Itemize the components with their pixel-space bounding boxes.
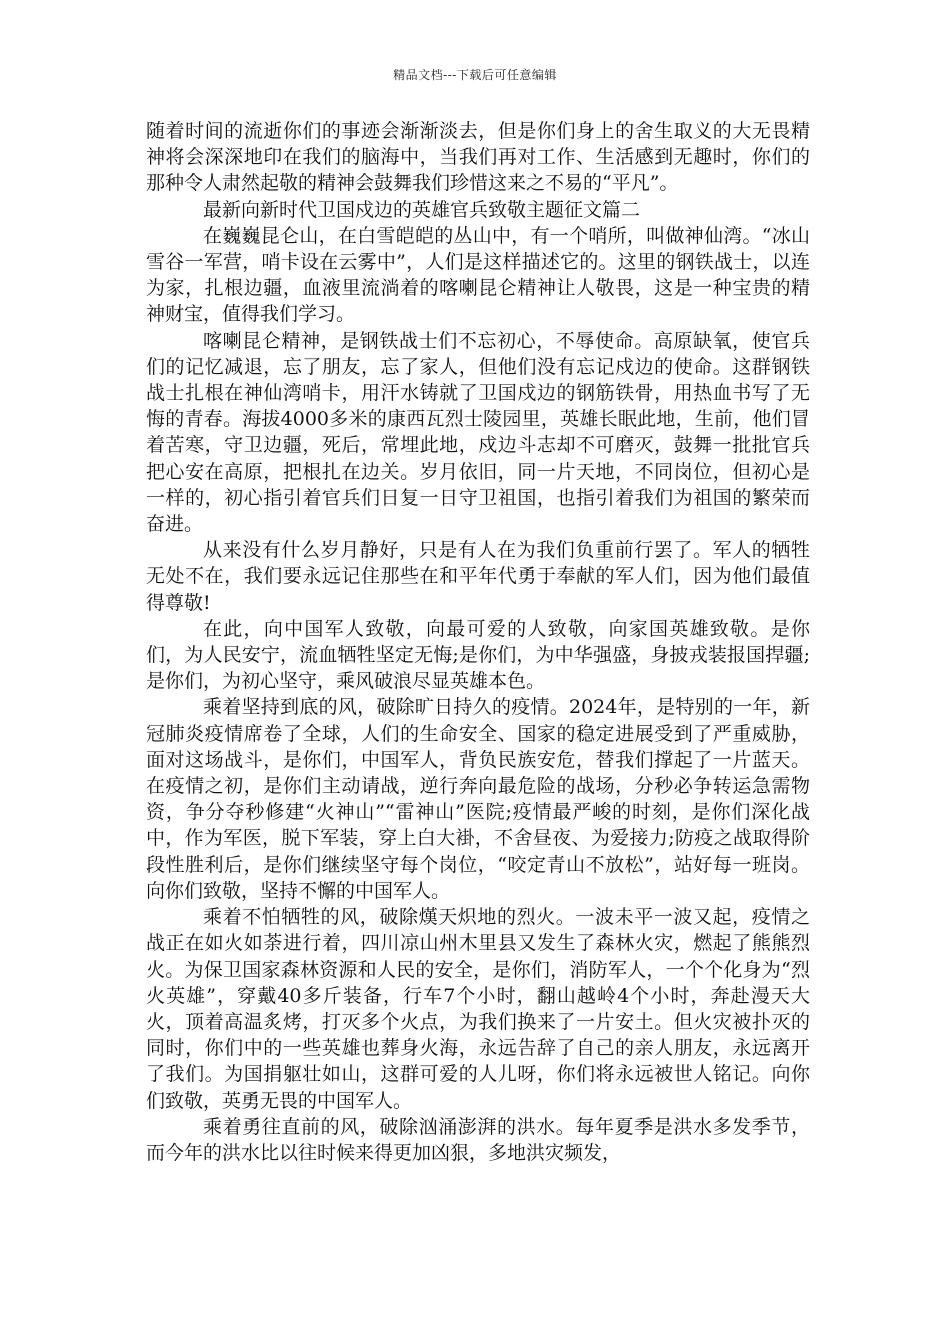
paragraph: 在此，向中国军人致敬，向最可爱的人致敬，向家国英雄致敬。是你们，为人民安宁，流血牺牲坚定无悔;是你们，为中华强盛，身披戎装报国捍疆;是你们，为初心坚守，乘风破浪尽显英雄本色。 [146, 617, 810, 693]
document-body [146, 118, 810, 1166]
paragraph: 乘着勇往直前的风，破除汹涌澎湃的洪水。每年夏季是洪水多发季节，而今年的洪水比以往时候来得更加凶狠，多地洪灾频发， [146, 1115, 810, 1164]
paragraph: 喀喇昆仑精神，是钢铁战士们不忘初心，不辱使命。高原缺氧，使官兵们的记忆减退，忘了朋友，忘了家人，但他们没有忘记戍边的使命。这群钢铁战士扎根在神仙湾哨卡，用汗水铸就了卫国戍边的钢筋铁骨，用热血书写了无悔的青春。海拔4000多米的康西瓦烈士陵园里，英雄长眠此地，生前，他们冒着苦寒，守卫边疆，死后，常埋此地，戍边斗志却不可磨灭，鼓舞一批批官兵把心安在高原，把根扎在边关。岁月依旧，同一片天地，不同岗位，但初心是一样的，初心指引着官兵们日复一日守卫祖国，也指引着我们为祖国的繁荣而奋进。 [146, 329, 810, 536]
paragraph: 从来没有什么岁月静好，只是有人在为我们负重前行罢了。军人的牺牲无处不在，我们要永远记住那些在和平年代勇于奉献的军人们，因为他们最值得尊敬! [146, 539, 810, 614]
paragraph: 在巍巍昆仑山，在白雪皑皑的丛山中，有一个哨所，叫做神仙湾。“冰山雪谷一军营，哨卡设在云雾中”，人们是这样描述它的。这里的钢铁战士，以连为家，扎根边疆，血液里流淌着的喀喇昆仑精神让人敬畏，这是一种宝贵的精神财宝，值得我们学习。 [146, 224, 810, 326]
paragraph: 乘着坚持到底的风，破除旷日持久的疫情。2024年，是特别的一年，新冠肺炎疫情席卷了全球，人们的生命安全、国家的稳定进展受到了严重威胁，面对这场战斗，是你们，中国军人，背负民族安危，替我们撑起了一片蓝天。在疫情之初，是你们主动请战，逆行奔向最危险的战场，分秒必争转运急需物资，争分夺秒修建“火神山”“雷神山”医院;疫情最严峻的时刻，是你们深化战中，作为军医，脱下军装，穿上白大褂，不舍昼夜、为爱接力;防疫之战取得阶段性胜利后，是你们继续坚守每个岗位，“咬定青山不放松”，站好每一班岗。向你们致敬，坚持不懈的中国军人。 [146, 696, 810, 902]
paragraph: 乘着不怕牺牲的风，破除熯天炽地的烈火。一波未平一波又起，疫情之战正在如火如荼进行着，四川凉山州木里县又发生了森林火灾，燃起了熊熊烈火。为保卫国家森林资源和人民的安全，是你们，消防军人，一个个化身为“烈火英雄”，穿戴40多斤装备，行车7个小时，翻山越岭4个小时，奔赴漫天大火，顶着高温炙烤，打灭多个火点，为我们换来了一片安土。但火灾被扑灭的同时，你们中的一些英雄也葬身火海，永远告辞了自己的亲人朋友，永远离开了我们。为国捐躯壮如山，这群可爱的人儿呀，你们将永远被世人铭记。向你们致敬，英勇无畏的中国军人。 [146, 906, 810, 1112]
section-title: 最新向新时代卫国戍边的英雄官兵致敬主题征文篇二 [203, 198, 641, 221]
page-header: 精品文档---下载后可任意编辑 [393, 68, 557, 82]
paragraph: 随着时间的流逝你们的事迹会渐渐淡去，但是你们身上的舍生取义的大无畏精神将会深深地印在我们的脑海中，当我们再对工作、生活感到无趣时，你们的那种令人肃然起敬的精神会鼓舞我们珍惜这来之不易的“平凡”。 [146, 120, 810, 195]
